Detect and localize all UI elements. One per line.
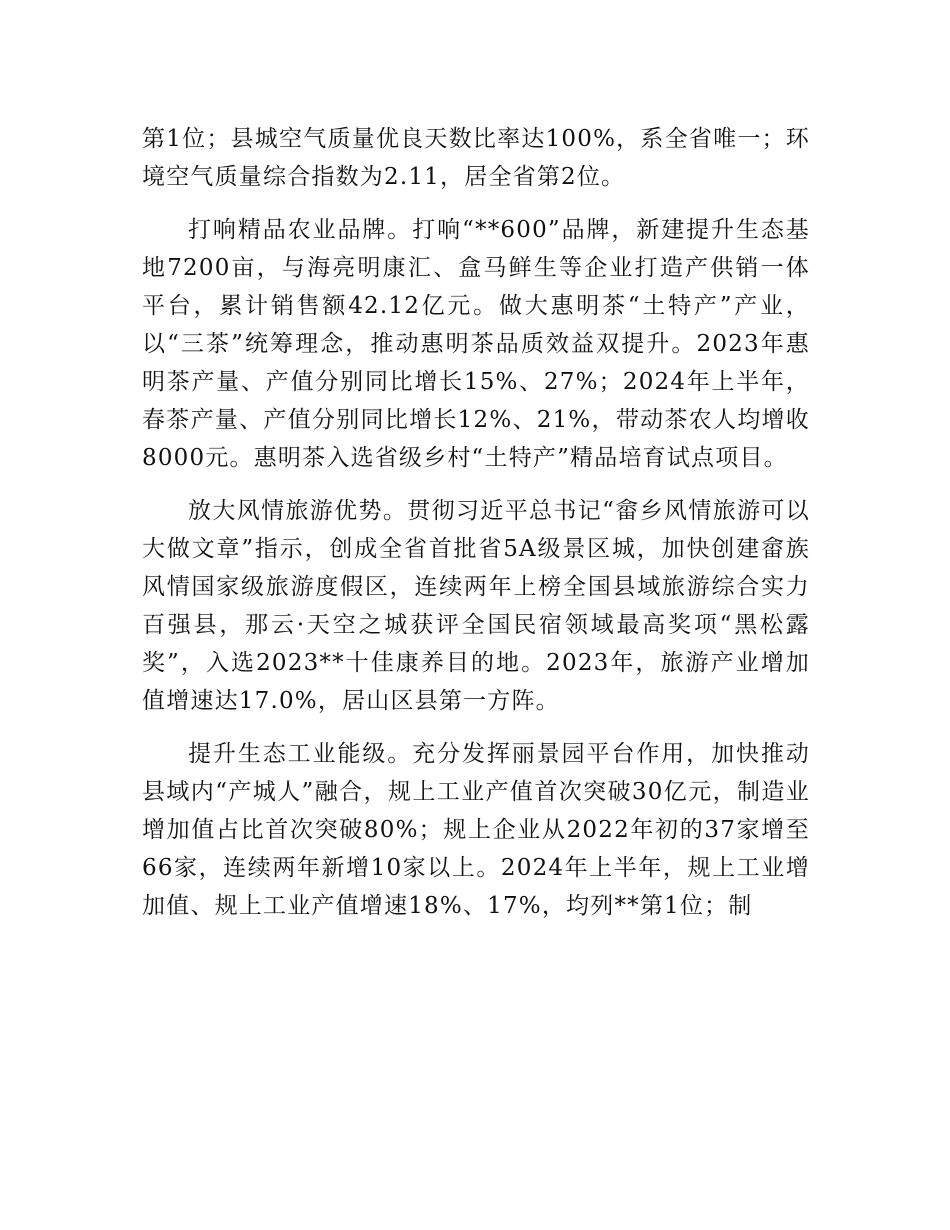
paragraph-tourism-advantage: 放大风情旅游优势。贯彻习近平总书记“畲乡风情旅游可以大做文章”指示，创成全省首批省5A级景区城，加快创建畲族风情国家级旅游度假区，连续两年上榜全国县域旅游综合实力百强县，那云·天空之城获评全国民宿领域最高奖项“黑松露奖”，入选2023**十佳康养目的地。2023年，旅游产业增加值增速达17.0%，居山区县第一方阵。 — [142, 498, 810, 714]
paragraph-agriculture-brand: 打响精品农业品牌。打响“**600”品牌，新建提升生态基地7200亩，与海亮明康汇、盒马鲜生等企业打造产供销一体平台，累计销售额42.12亿元。做大惠明茶“土特产”产业，以“三茶”统筹理念，推动惠明茶品质效益双提升。2023年惠明茶产量、产值分别同比增长15%、27%；2024年上半年，春茶产量、产值分别同比增长12%、21%，带动茶农人均增收8000元。惠明茶入选省级乡村“土特产”精品培育试点项目。 — [142, 217, 810, 471]
paragraph-air-quality-continuation: 第1位；县城空气质量优良天数比率达100%，系全省唯一；环境空气质量综合指数为2.11，居全省第2位。 — [142, 126, 810, 190]
paragraph-eco-industry: 提升生态工业能级。充分发挥丽景园平台作用，加快推动县域内“产城人”融合，规上工业产值首次突破30亿元，制造业增加值占比首次突破80%；规上企业从2022年初的37家增至66家，连续两年新增10家以上。2024年上半年，规上工业增加值、规上工业产值增速18%、17%，均列**第1位；制 — [142, 741, 810, 919]
document-page — [142, 120, 810, 940]
